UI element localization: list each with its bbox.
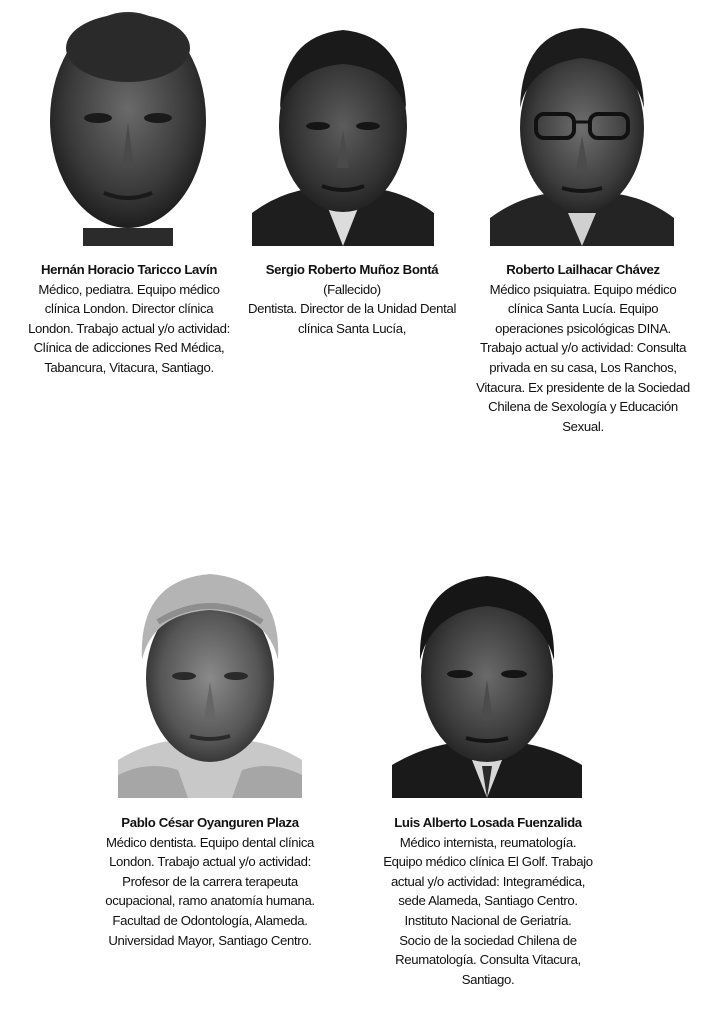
portrait-photo [118,560,302,798]
bio-line: Facultad de Odontología, Alameda. [112,912,308,928]
bio-line: ocupacional, ramo anatomía humana. [105,893,315,909]
bio-line: Socio de la sociedad Chilena de [399,932,577,948]
bio-line: Universidad Mayor, Santiago Centro. [108,932,312,948]
bio-line: London. Trabajo actual y/o actividad: [109,854,311,870]
bio-line: Médico, pediatra. Equipo médico [38,281,220,297]
portrait-photo [38,8,218,246]
person-name: Sergio Roberto Muñoz Bontá [265,262,439,277]
person-name: Pablo César Oyanguren Plaza [121,815,299,830]
bio-line: Tabancura, Vitacura, Santiago. [44,359,214,375]
portrait-photo [392,560,582,798]
bio-line: Vitacura. Ex presidente de la Sociedad [476,379,690,395]
portrait-photo [490,8,674,246]
bio-line: Reumatología. Consulta Vitacura, [395,952,581,968]
person-name: Hernán Horacio Taricco Lavín [40,262,218,277]
bio-line: London. Trabajo actual y/o actividad: [28,320,230,336]
bio-line: Médico internista, reumatología. [399,834,577,850]
bio-line: Equipo médico clínica El Golf. Trabajo [383,854,593,870]
bio-line: Instituto Nacional de Geriatría. [404,912,572,928]
bio-line: Santiago. [461,971,515,987]
bio-line: Médico psiquiatra. Equipo médico [489,281,677,297]
bio-line: operaciones psicológicas DINA. [495,320,671,336]
bio-line: clínica Santa Lucía. Equipo [507,301,659,317]
person-name: Luis Alberto Losada Fuenzalida [394,815,582,830]
person-caption [460,260,706,436]
bio-line: clínica Santa Lucía, [297,320,407,336]
bio-line: sede Alameda, Santiago Centro. [398,893,578,909]
bio-line: Sexual. [562,418,604,434]
bio-line: Médico dentista. Equipo dental clínica [105,834,315,850]
person-caption [92,813,328,950]
bio-line: Clínica de adicciones Red Médica, [33,340,225,356]
person-name: Roberto Lailhacar Chávez [506,262,660,277]
portrait-photo [252,8,434,246]
bio-line: actual y/o actividad: Integramédica, [390,873,586,889]
bio-line: privada en su casa, Los Ranchos, [489,359,677,375]
bio-line: (Fallecido) [323,281,381,297]
person-caption [18,260,240,378]
bio-line: Profesor de la carrera terapeuta [122,873,298,889]
person-caption [378,813,598,989]
bio-line: Chilena de Sexología y Educación [488,399,678,415]
person-caption [242,260,462,338]
bio-line: Dentista. Director de la Unidad Dental [247,301,457,317]
bio-line: clínica London. Director clínica [44,301,214,317]
bio-line: Trabajo actual y/o actividad: Consulta [479,340,687,356]
